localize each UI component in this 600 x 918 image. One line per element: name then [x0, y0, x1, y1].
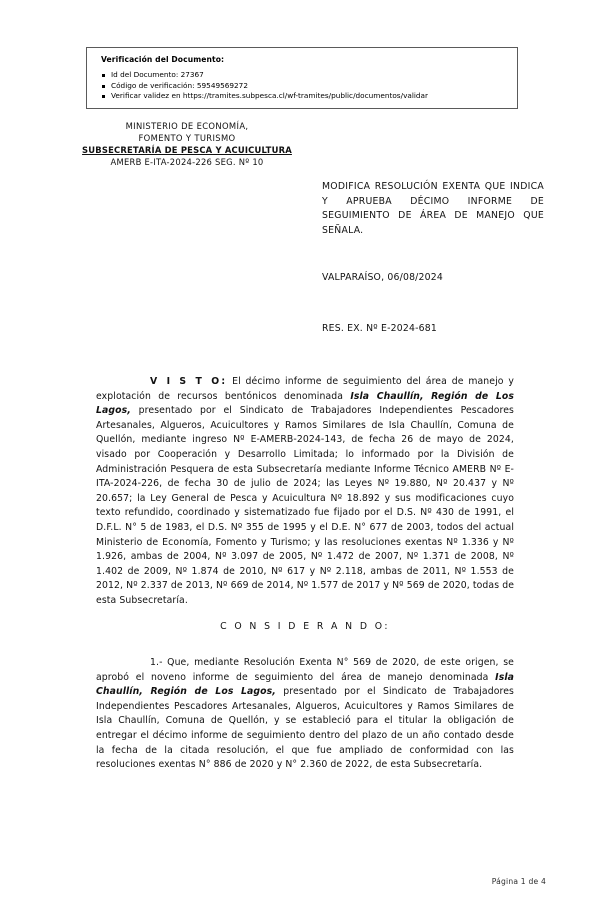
- considerando-heading: [96, 621, 514, 632]
- visto-text-2: presentado por el Sindicato de Trabajadores Independientes Pescadores Artesanales, Algueros, Acuicultores y Ramos Similares de Isla Chaullín, Comuna de Quellón, mediante ingreso Nº E-AMERB-2024-143, de fecha 26 de mayo de 2024, visado por Cooperación y Desarrollo Limitada; lo informado por la División de Administración Pesquera de esta Subsecretaría mediante Informe Técnico AMERB Nº E-ITA-2024-226, de fecha 30 de julio de 2024; las Leyes Nº 19.880, Nº 20.437 y Nº 20.657; la Ley General de Pesca y Acuicultura Nº 18.892 y sus modificaciones cuyo texto refundido, coordinado y sistematizado fue fijado por el D.S. Nº 430 de 1991, el D.F.L. N° 5 de 1983, el D.S. Nº 355 de 1995 y el D.E. N° 677 de 2003, todos del actual Ministerio de Economía, Fomento y Turismo; y las resoluciones exentas Nº 1.336 y Nº 1.926, ambas de 2004, Nº 3.097 de 2005, Nº 1.472 de 2007, Nº 1.371 de 2008, Nº 1.402 de 2009, Nº 1.874 de 2010, Nº 617 y Nº 2.118, ambas de 2011, Nº 1.553 de 2012, Nº 2.337 de 2013, Nº 669 de 2014, Nº 1.577 de 2017 y Nº 569 de 2020, todas de esta Subsecretaría.: [96, 405, 515, 606]
- resolution-number: RES. EX. Nº E-2024-681: [322, 323, 437, 334]
- verification-item-code: Código de verificación: 59549569272: [101, 81, 507, 92]
- visto-heading: V I S T O:: [150, 376, 228, 387]
- considerando-item-1: [96, 656, 514, 773]
- considerando-section: [96, 656, 514, 773]
- verification-item-id: Id del Documento: 27367: [101, 70, 507, 81]
- considerando-highlight-area: Isla Chaullín, Región de Los Lagos,: [96, 671, 514, 698]
- visto-highlight-area: Isla Chaullín, Región de Los Lagos,: [96, 390, 514, 417]
- considerando-heading-text: C O N S I D E R A N D O:: [220, 621, 390, 632]
- ministry-line-2: FOMENTO Y TURISMO: [138, 133, 236, 143]
- ministry-line-1: MINISTERIO DE ECONOMÍA,: [125, 121, 249, 131]
- page-footer: [0, 877, 546, 886]
- verification-title: Verificación del Documento:: [101, 55, 225, 64]
- subsecretaria-label: SUBSECRETARÍA DE PESCA Y ACUICULTURA: [82, 145, 292, 155]
- ministry-header: [42, 120, 332, 168]
- page-number-label: Página 1 de 4: [491, 877, 546, 886]
- considerando-text-1: 1.- Que, mediante Resolución Exenta N° 569 de 2020, de este origen, se aprobó el noveno informe de seguimiento del área de manejo denominada: [96, 657, 514, 683]
- verification-list: [101, 70, 507, 102]
- verification-item-url: Verificar validez en https://tramites.subpesca.cl/wf-tramites/public/documentos/validar: [101, 91, 507, 102]
- amerb-code: AMERB E-ITA-2024-226 SEG. Nº 10: [110, 157, 264, 167]
- place-date: VALPARAÍSO, 06/08/2024: [322, 272, 443, 283]
- considerando-text-2: presentado por el Sindicato de Trabajadores Independientes Pescadores Artesanales, Algueros, Acuicultores y Ramos Similares de Isla Chaullín, Comuna de Quellón, y se estableció para el titular la obligación de entregar el décimo informe de seguimiento dentro del plazo de un año contado desde la fecha de la citada resolución, el que fue ampliado de conformidad con las resoluciones exentas N° 886 de 2020 y N° 2.360 de 2022, de esta Subsecretaría.: [96, 686, 514, 771]
- visto-paragraph: [96, 375, 514, 609]
- visto-section: [96, 375, 514, 609]
- verification-box: [86, 47, 518, 109]
- visto-text-1: El décimo informe de seguimiento del área de manejo y explotación de recursos bentónicos denominada: [96, 376, 514, 402]
- subject-title: MODIFICA RESOLUCIÓN EXENTA QUE INDICA Y APRUEBA DÉCIMO INFORME DE SEGUIMIENTO DE ÁREA DE MANEJO QUE SEÑALA.: [322, 181, 544, 236]
